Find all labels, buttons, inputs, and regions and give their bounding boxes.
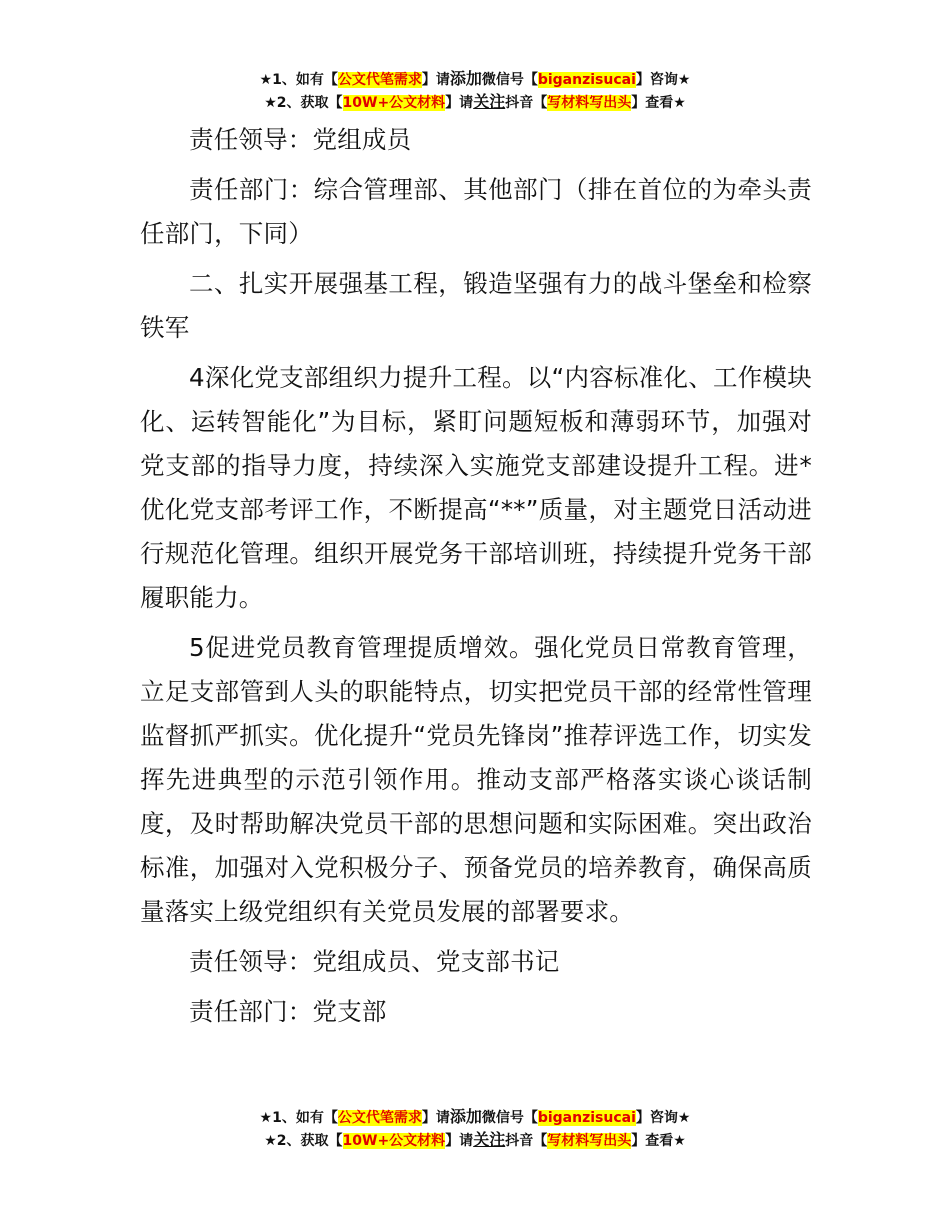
highlight-wechat-id: biganzisucai (537, 1110, 636, 1126)
highlight-douyin-account: 写材料写出头 (547, 1133, 632, 1149)
highlight-materials: 10W+公文材料 (342, 1133, 446, 1149)
item-5-paragraph: 5促进党员教育管理提质增效。强化党员日常教育管理，立足支部管到人头的职能特点，切实把党员干部的经常性管理监督抓严抓实。优化提升“党员先锋岗”推荐评选工作，切实发挥先进典型的示范引领作用。推动支部严格落实谈心谈话制度，及时帮助解决党员干部的思想问题和实际困难。突出政治标准，加强对入党积极分子、预备党员的培养教育，确保高质量落实上级党组织有关党员发展的部署要求。 (140, 633, 812, 926)
footer-line-1: ★1、如有【公文代笔需求】请添加微信号【biganzisucai】咨询★ (259, 1107, 691, 1126)
section-heading-2: 二、扎实开展强基工程，锻造坚强有力的战斗堡垒和检察铁军 (140, 269, 812, 342)
responsible-leader-2: 责任领导：党组成员、党支部书记 (189, 947, 560, 976)
highlight-materials: 10W+公文材料 (342, 95, 446, 111)
responsible-department-2: 责任部门：党支部 (189, 997, 387, 1026)
highlight-wechat-id: biganzisucai (537, 72, 636, 88)
header-banner (0, 68, 950, 114)
responsible-leader-1: 责任领导：党组成员 (189, 125, 412, 154)
item-4-paragraph: 4深化党支部组织力提升工程。以“内容标准化、工作模块化、运转智能化”为目标，紧盯问题短板和薄弱环节，加强对党支部的指导力度，持续深入实施党支部建设提升工程。进*优化党支部考评工作，不断提高“**”质量，对主题党日活动进行规范化管理。组织开展党务干部培训班，持续提升党务干部履职能力。 (140, 363, 812, 612)
highlight-ghostwriting: 公文代笔需求 (337, 1110, 422, 1126)
highlight-douyin-account: 写材料写出头 (547, 95, 632, 111)
responsible-department-1: 责任部门：综合管理部、其他部门（排在首位的为牵头责任部门，下同） (140, 175, 812, 248)
footer-line-2: ★2、获取【10W+公文材料】请关注抖音【写材料写出头】查看★ (264, 1130, 686, 1149)
footer-banner (0, 1106, 950, 1152)
document-body (140, 118, 812, 1040)
header-line-2: ★2、获取【10W+公文材料】请关注抖音【写材料写出头】查看★ (264, 92, 686, 111)
highlight-ghostwriting: 公文代笔需求 (337, 72, 422, 88)
header-line-1: ★1、如有【公文代笔需求】请添加微信号【biganzisucai】咨询★ (259, 69, 691, 88)
